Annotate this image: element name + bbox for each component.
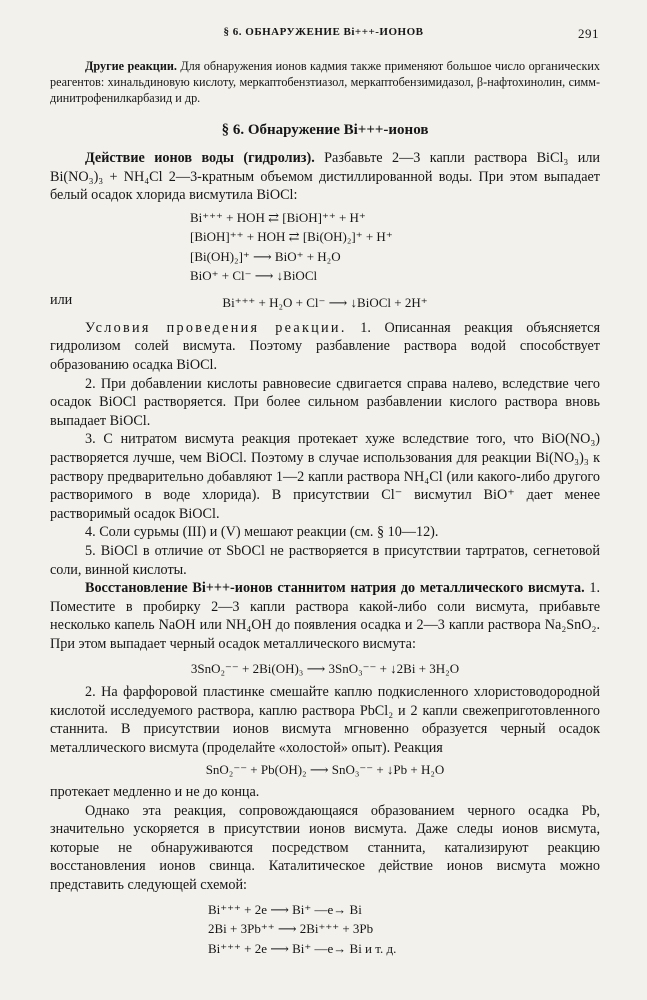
equation-line: [Bi(OH)₂]⁺ ⟶ BiO⁺ + H₂O (190, 248, 341, 264)
section-heading: § 6. Обнаружение Bi+++-ионов (221, 122, 429, 138)
conditions-lead: Условия проведения реакции. (85, 319, 347, 336)
page-body (50, 58, 600, 963)
scheme-line: Bi⁺⁺⁺ + 2e ⟶ Bi⁺ —e→ Bi (208, 901, 362, 917)
equation-line: [BiOH]⁺⁺ + HOH ⇄ [Bi(OH)₂]⁺ + H⁺ (190, 229, 393, 245)
reduction-item-2: 2. На фарфоровой пластинке смешайте каплю подкисленного хлористоводородной кислотой исследуемого раствора, каплю раствора PbCl₂ и 2 капли свежеприготовленного станнита. В присутствии ионов висмута мгновенно образуется черный осадок металлического висмута (проделайте «холостой» опыт). Реакция (50, 684, 600, 756)
other-reactions-text: Для обнаружения ионов кадмия также применяют большое число органических реагентов: хинальдиновую кислоту, меркаптобензтиазол, меркаптобензимидазол, β-нафтохинолин, симм-динитрофенилкарбазид и др. (50, 59, 601, 105)
other-reactions-lead: Другие реакции. (85, 59, 177, 73)
reduction-after: протекает медленно и не до конца. (50, 783, 260, 800)
or-label: или (50, 291, 73, 308)
conditions-item: 5. BiOCl в отличие от SbOCl не растворяется в присутствии тартратов, сегнетовой соли, винной кислоты. (50, 543, 600, 578)
equation-reduction: 3SnO₂⁻⁻ + 2Bi(OH)₃ ⟶ 3SnO₃⁻⁻ + ↓2Bi + 3H₂O (190, 660, 460, 676)
hydrolysis-text: Разбавьте 2—3 капли раствора BiCl₃ или Bi(NO₃)₃ + NH₄Cl 2—3-кратным объемом дистиллированной воды. При этом выпадает белый осадок хлорида висмутила BiOCl: (50, 150, 601, 204)
conditions-item: 3. С нитратом висмута реакция протекает хуже вследствие того, что BiO(NO₃) растворяется лучше, чем BiOCl. Поэтому в случае использования для реакции Bi(NO₃)₃ к раствору предварительно добавляют 1—2 капли раствора NH₄Cl (или какого-либо другого растворимого в воде хлорида). В присутствии Cl⁻ висмутил BiO⁺ дает менее растворимый осадок BiOCl. (50, 431, 600, 522)
catalysis-scheme (50, 900, 600, 959)
reduction-text: 1. Поместите в пробирку 2—3 капли раствора какой-либо соли висмута, прибавьте несколько капель NaOH или NH₄OH до появления осадка и 2—3 капли раствора Na₂SnO₂. При этом выпадает черный осадок металлического висмута: (50, 580, 600, 652)
conditions-item: 4. Соли сурьмы (III) и (V) мешают реакции (см. § 10—12). (85, 524, 439, 541)
other-reactions-paragraph (50, 58, 600, 106)
equation-block-hydrolysis (50, 208, 600, 286)
reduction-lead: Восстановление Bi+++-ионов станнитом натрия до металлического висмута. (85, 580, 585, 597)
scheme-line: Bi⁺⁺⁺ + 2e ⟶ Bi⁺ —e→ Bi и т. д. (208, 940, 397, 956)
running-header (0, 26, 647, 44)
equation-summary: Bi⁺⁺⁺ + H₂O + Cl⁻ ⟶ ↓BiOCl + 2H⁺ (222, 295, 428, 311)
conditions-paragraph-1 (50, 319, 600, 375)
reduction-paragraph (50, 579, 600, 653)
scheme-line: 2Bi + 3Pb⁺⁺ ⟶ 2Bi⁺⁺⁺ + 3Pb (208, 921, 374, 936)
catalysis-paragraph: Однако эта реакция, сопровождающаяся образованием черного осадка Pb, значительно ускоряется в присутствии ионов висмута. Даже следы ионов висмута, которые не обнаруживаются посредством станнита, катализируют реакцию восстановления ионов свинца. Каталитическое действие ионов висмута можно представить следующей схемой: (50, 802, 600, 893)
equation-line: Bi⁺⁺⁺ + HOH ⇄ [BiOH]⁺⁺ + H⁺ (190, 209, 366, 225)
equation-lead-reduction: SnO₂⁻⁻ + Pb(OH)₂ ⟶ SnO₃⁻⁻ + ↓Pb + H₂O (205, 762, 445, 778)
running-header-title: § 6. ОБНАРУЖЕНИЕ Bi+++-ИОНОВ (223, 26, 424, 38)
hydrolysis-lead: Действие ионов воды (гидролиз). (85, 150, 315, 166)
page-number: 291 (578, 26, 599, 41)
hydrolysis-paragraph (50, 149, 600, 205)
conditions-item: 1. Описанная реакция объясняется гидролизом солей висмута. Поэтому разбавление раствора водой способствует образованию осадка BiOCl. (50, 319, 601, 374)
equation-line: BiO⁺ + Cl⁻ ⟶ ↓BiOCl (190, 268, 318, 284)
conditions-item: 2. При добавлении кислоты равновесие сдвигается справа налево, вследствие чего осадок BiOCl растворяется. При более сильном разбавлении кислого раствора вновь выпадает BiOCl. (50, 375, 600, 429)
